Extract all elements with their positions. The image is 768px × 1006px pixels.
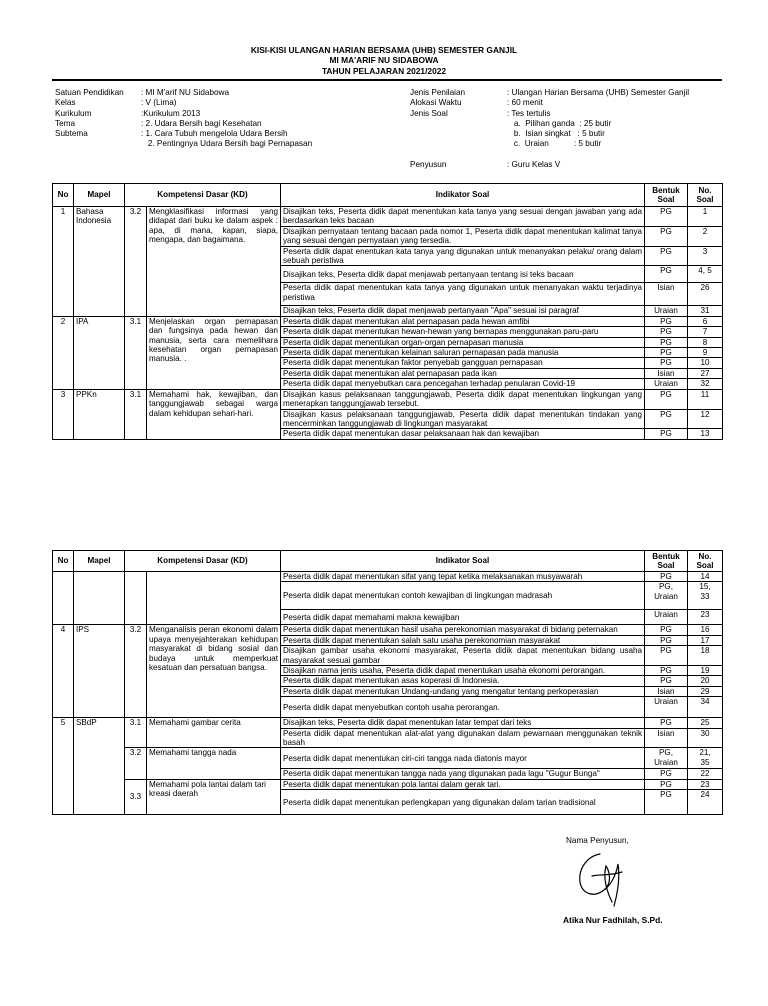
signature-label: Nama Penyusun, [566,836,629,845]
nomor-cell: 34 [688,697,723,718]
row-kd-number: 3.1 [125,316,147,389]
nomor-cell: 25 [688,718,723,728]
row-kd-text: Memahami gambar cerita [147,718,281,748]
table-header-row [53,184,723,207]
row-kd-text: Memahami pola lantai dalam tari kreasi daerah [147,779,281,814]
table-row [53,779,723,789]
indikator-cell: Peserta didik dapat menentukan perlengkapan yang digunakan dalam tarian tradisional [281,790,645,815]
nomor-cell: 23 [688,610,723,625]
indikator-cell: Peserta didik dapat menentukan kata tanya yang digunakan untuk menanyakan waktu terjadinya peristiwa [281,283,645,306]
nomor-cell: 27 [688,368,723,378]
row-kd-number: 3.2 [125,207,147,317]
doc-title-line3: TAHUN PELAJARAN 2021/2022 [321,66,447,76]
row-kd-number: 3.3 [125,779,147,814]
row-mapel: SBdP [74,718,125,815]
nomor-cell: 16 [688,625,723,635]
bentuk-cell: PG [645,769,688,779]
bentuk-cell: PG [645,316,688,326]
info-right-values: : Ulangan Harian Bersama (UHB) Semester Ganjil : 60 menit : Tes tertulis a. Pilihan ganda : 25 butir b. Isian singkat : 5 butir c. Uraian : 5 butir : Guru Kelas V [507,88,690,170]
table-row [53,316,723,326]
table-header-row [53,551,723,572]
indikator-cell: Peserta didik dapat menentukan dasar pelaksanaan hak dan kewajiban [281,429,645,439]
col-header-no: No [53,184,74,207]
header-rule [52,79,722,81]
nomor-cell: 11 [688,389,723,409]
indikator-cell: Peserta didik dapat menentukan hewan-hewan yang bernapas menggunakan paru-paru [281,327,645,337]
col-header-indikator: Indikator Soal [281,551,645,572]
indikator-cell: Disajikan teks, Peserta didik dapat menentukan kata tanya yang sesuai dengan jawaban yang ada berdasarkan teks bacaan [281,207,645,227]
indikator-cell: Peserta didik dapat menentukan salah satu usaha perekonomian masyarakat [281,635,645,645]
indikator-cell: Peserta didik dapat menyebutkan contoh usaha perorangan. [281,697,645,718]
nomor-cell: 14 [688,572,723,582]
bentuk-cell: PG [645,409,688,429]
nomor-cell: 22 [688,769,723,779]
bentuk-cell: PG [645,358,688,368]
bentuk-cell: PG, Uraian [645,582,688,610]
nomor-cell: 4, 5 [688,266,723,283]
nomor-cell: 2 [688,226,723,246]
nomor-cell: 20 [688,676,723,686]
indikator-cell: Peserta didik dapat menentukan faktor penyebab gangguan pernapasan [281,358,645,368]
row-kd-text: Memahami tangga nada [147,748,281,779]
row-kd-text: Memahami hak, kewajiban, dan tanggungjawab sebagai warga dalam kehidupan sehari-hari. [147,389,281,439]
indikator-cell: Peserta didik dapat menentukan pola lantai dalam gerak tari. [281,779,645,789]
row-no: 4 [53,625,74,718]
nomor-cell: 18 [688,646,723,666]
col-header-no: No [53,551,74,572]
nomor-cell: 17 [688,635,723,645]
indikator-cell: Peserta didik dapat menentukan kelainan saluran pernapasan pada manusia [281,348,645,358]
col-header-nomor: No. Soal [688,184,723,207]
bentuk-cell: PG [645,266,688,283]
bentuk-cell: PG [645,625,688,635]
info-left-values: : MI M'arif NU Sidabowa : V (Lima) :Kurikulum 2013 : 2. Udara Bersih bagi Kesehatan : 1. Cara Tubuh mengelola Udara Bersih 2. Pentingnya Udara Bersih bagi Pernapasan [141,88,313,149]
nomor-cell: 6 [688,316,723,326]
row-no: 1 [53,207,74,317]
col-header-bentuk: Bentuk Soal [645,551,688,572]
row-kd-number [125,572,147,625]
bentuk-cell: PG, Uraian [645,748,688,769]
kisi-table-2 [52,550,723,815]
indikator-cell: Disajikan nama jenis usaha, Peserta didik dapat menentukan usaha ekonomi perorangan. [281,666,645,676]
row-no: 5 [53,718,74,815]
indikator-cell: Peserta didik dapat menentukan asas koperasi di Indonesia. [281,676,645,686]
nomor-cell: 19 [688,666,723,676]
nomor-cell: 23 [688,779,723,789]
nomor-cell: 32 [688,379,723,389]
bentuk-cell: PG [645,646,688,666]
indikator-cell: Peserta didik dapat menentukan hasil usaha perekonomian masyarakat di bidang peternakan [281,625,645,635]
indikator-cell: Peserta didik dapat enentukan kata tanya yang digunakan untuk menanyakan pelaku/ orang dalam sebuah peristiwa [281,246,645,266]
nomor-cell: 8 [688,337,723,347]
indikator-cell: Peserta didik dapat menentukan ciri-ciri tangga nada diatonis mayor [281,748,645,769]
nomor-cell: 10 [688,358,723,368]
kisi-table-1 [52,183,723,440]
indikator-cell: Peserta didik dapat menentukan Undang-undang yang mengatur tentang perkoperasian [281,686,645,696]
nomor-cell: 7 [688,327,723,337]
bentuk-cell: PG [645,572,688,582]
indikator-cell: Peserta didik dapat menentukan alat pernapasan pada hewan amfibi [281,316,645,326]
row-kd-text: Menganalisis peran ekonomi dalam upaya menyejahterakan kehidupan masyarakat di bidang sosial dan budaya untuk memperkuat kesatuan dan persatuan bangsa. [147,625,281,718]
bentuk-cell: Isian [645,728,688,748]
indikator-cell: Disajikan pernyataan tentang bacaan pada nomor 1, Peserta didik dapat menentukan kalimat tanya yang sesuai dengan pernyataan yang tersedia. [281,226,645,246]
indikator-cell: Peserta didik dapat menentukan alat-alat yang digunakan dalam pewarnaan menggunakan teknik basah [281,728,645,748]
bentuk-cell: PG [645,389,688,409]
bentuk-cell: PG [645,676,688,686]
bentuk-cell: PG [645,718,688,728]
indikator-cell: Disajikan gambar usaha ekonomi masyarakat, Peserta didik dapat menentukan bidang usaha masyarakat sesuai gambar [281,646,645,666]
bentuk-cell: PG [645,246,688,266]
bentuk-cell: PG [645,337,688,347]
handwritten-signature [570,846,630,912]
indikator-cell: Disajikan kasus pelaksanaan tanggungjawab, Peserta didik dapat menentukan tindakan yang mencerminkan tanggungjawab di lingkungan masyarakat [281,409,645,429]
indikator-cell: Disajikan teks, Peserta didik dapat menjawab pertanyaan tentang isi teks bacaan [281,266,645,283]
bentuk-cell: PG [645,790,688,815]
nomor-cell: 15, 33 [688,582,723,610]
indikator-cell: Disajikan teks, Peserta didik dapat menentukan latar tempat dari teks [281,718,645,728]
table-row [53,625,723,635]
nomor-cell: 29 [688,686,723,696]
nomor-cell: 26 [688,283,723,306]
col-header-mapel: Mapel [74,184,125,207]
signer-name: Atika Nur Fadhilah, S.Pd. [563,915,663,925]
row-kd-text: Mengklasifikasi informasi yang didapat dari buku ke dalam aspek : apa, di mana, kapan, siapa, mengapa, dan bagaimana. [147,207,281,317]
row-kd-number: 3.2 [125,748,147,779]
indikator-cell: Disajikan kasus pelaksanaan tanggungjawab, Peserta didik dapat menentukan lingkungan yang menerapkan tanggungjawab tersebut. [281,389,645,409]
bentuk-cell: Uraian [645,610,688,625]
nomor-cell: 30 [688,728,723,748]
nomor-cell: 12 [688,409,723,429]
col-header-kd: Kompetensi Dasar (KD) [125,184,281,207]
row-no: 2 [53,316,74,389]
bentuk-cell: PG [645,226,688,246]
table-row [53,572,723,582]
indikator-cell: Peserta didik dapat menentukan contoh kewajiban di lingkungan madrasah [281,582,645,610]
row-kd-number: 3.1 [125,718,147,748]
table-row [53,718,723,728]
bentuk-cell: Uraian [645,697,688,718]
nomor-cell: 13 [688,429,723,439]
row-kd-number: 3.2 [125,625,147,718]
doc-title-line1: KISI-KISI ULANGAN HARIAN BERSAMA (UHB) SEMESTER GANJIL [250,45,518,55]
row-mapel: Bahasa Indonesia [74,207,125,317]
bentuk-cell: PG [645,779,688,789]
row-kd-text: Menjelaskan organ pernapasan dan fungsinya pada hewan dan manusia, serta cara memelihara kesehatan organ pernapasan manusia. . [147,316,281,389]
row-mapel: IPA [74,316,125,389]
row-mapel: IPS [74,625,125,718]
indikator-cell: Disajikan teks, Peserta didik dapat menjawab pertanyaan "Apa" sesuai isi paragraf [281,306,645,316]
indikator-cell: Peserta didik dapat memahami makna kewajiban [281,610,645,625]
nomor-cell: 21, 35 [688,748,723,769]
bentuk-cell: Uraian [645,306,688,316]
nomor-cell: 9 [688,348,723,358]
col-header-bentuk: Bentuk Soal [645,184,688,207]
bentuk-cell: Isian [645,283,688,306]
row-kd-number: 3.1 [125,389,147,439]
row-mapel: PPKn [74,389,125,439]
table-row [53,207,723,227]
row-no: 3 [53,389,74,439]
bentuk-cell: PG [645,666,688,676]
col-header-nomor: No. Soal [688,551,723,572]
bentuk-cell: Isian [645,368,688,378]
col-header-indikator: Indikator Soal [281,184,645,207]
nomor-cell: 1 [688,207,723,227]
nomor-cell: 24 [688,790,723,815]
bentuk-cell: PG [645,635,688,645]
bentuk-cell: PG [645,429,688,439]
info-right-labels: Jenis Penilaian Alokasi Waktu Jenis Soal Penyusun [410,88,466,170]
bentuk-cell: PG [645,348,688,358]
indikator-cell: Peserta didik dapat menentukan organ-organ pernapasan manusia [281,337,645,347]
nomor-cell: 3 [688,246,723,266]
row-no [53,572,74,625]
row-mapel [74,572,125,625]
table-row [53,748,723,769]
bentuk-cell: PG [645,327,688,337]
bentuk-cell: Isian [645,686,688,696]
bentuk-cell: Uraian [645,379,688,389]
indikator-cell: Peserta didik dapat menentukan alat pernapasan pada ikan [281,368,645,378]
info-left-labels: Satuan Pendidikan Kelas Kurikulum Tema Subtema [55,88,124,139]
row-kd-text [147,572,281,625]
col-header-kd: Kompetensi Dasar (KD) [125,551,281,572]
indikator-cell: Peserta didik dapat menentukan sifat yang tepat ketika melaksanakan musyawarah [281,572,645,582]
nomor-cell: 31 [688,306,723,316]
indikator-cell: Peserta didik dapat menentukan tangga nada yang digunakan pada lagu "Gugur Bunga" [281,769,645,779]
bentuk-cell: PG [645,207,688,227]
col-header-mapel: Mapel [74,551,125,572]
doc-title-line2: MI MA'ARIF NU SIDABOWA [329,55,439,65]
indikator-cell: Peserta didik dapat menyebutkan cara pencegahan terhadap penularan Covid-19 [281,379,645,389]
table-row [53,389,723,409]
